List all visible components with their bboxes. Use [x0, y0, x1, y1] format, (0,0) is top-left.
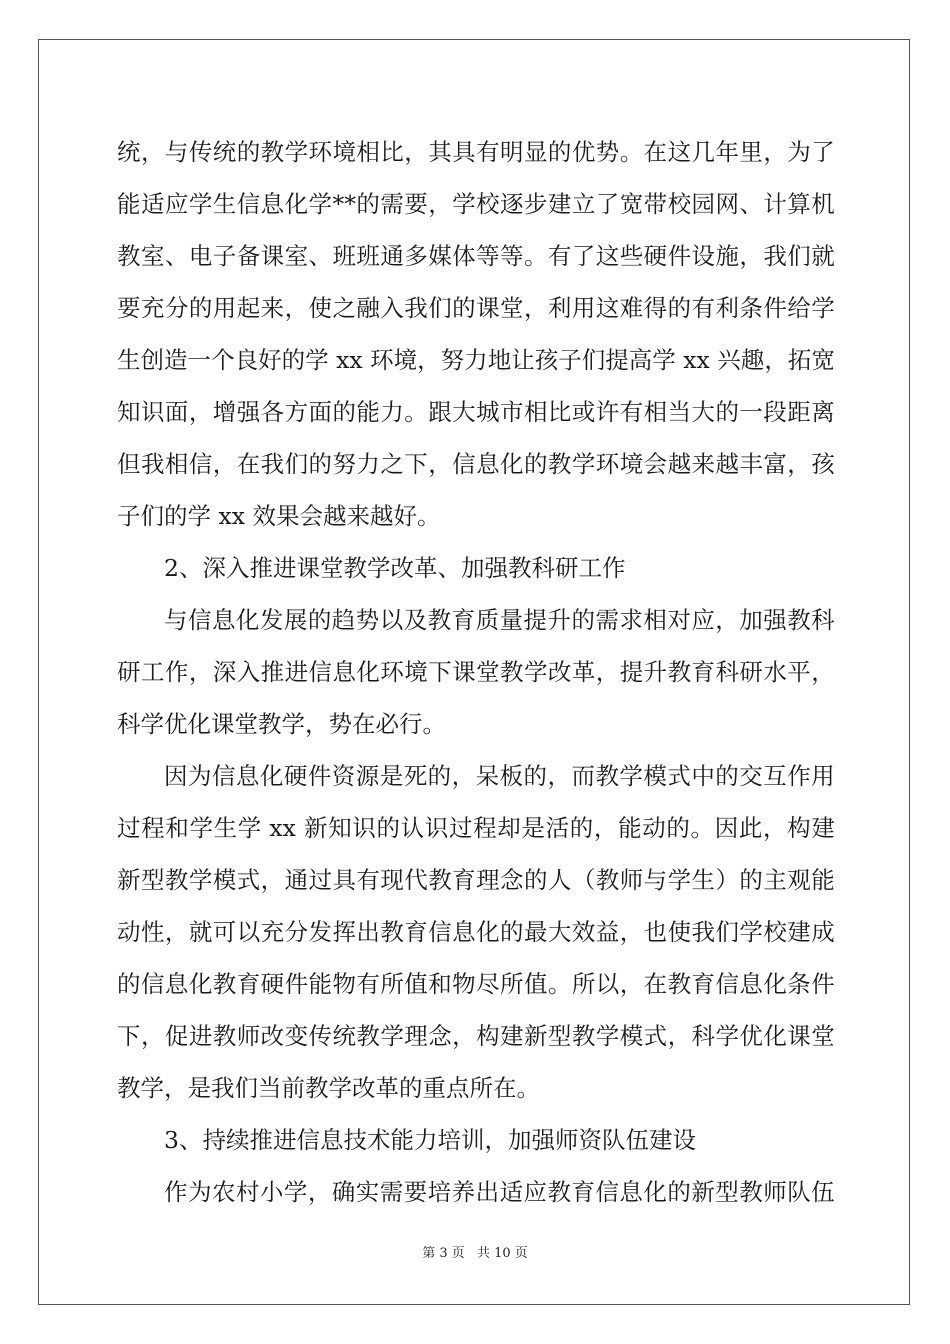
text-line: 作 为 农 村 小 学 ， 确 实 需 要 培 养 出 适 应 教 育 信 息 化 的 新 型 教 师 队 伍	[164, 1178, 835, 1206]
text-line: 动 性 ， 就 可 以 充 分 发 挥 出 教 育 信 息 化 的 最 大 效 益 ， 也 使 我 们 学 校 建 成	[117, 918, 835, 946]
text-line: 但 我 相 信 ， 在 我 们 的 努 力 之 下 ， 信 息 化 的 教 学 环 境 会 越 来 越 丰 富 ， 孩	[117, 450, 835, 478]
text-line: 下 ， 促 进 教 师 改 变 传 统 教 学 理 念 ， 构 建 新 型 教 学 模 式 ， 科 学 优 化 课 堂	[117, 1022, 835, 1050]
page-footer	[0, 1244, 950, 1264]
text-line: 能 适 应 学 生 信 息 化 学 ** 的 需 要 ， 学 校 逐 步 建 立 了 宽 带 校 园 网 、 计 算 机	[117, 190, 835, 218]
document-body	[117, 126, 835, 1218]
text-line: 与 信 息 化 发 展 的 趋 势 以 及 教 育 质 量 提 升 的 需 求 相 对 应 ， 加 强 教 科	[164, 606, 835, 634]
section-heading: 2、深入推进课堂教学改革、加强教科研工作	[164, 554, 626, 582]
text-line: 的 信 息 化 教 育 硬 件 能 物 有 所 值 和 物 尽 所 值 。 所 以 ， 在 教 育 信 息 化 条 件	[117, 970, 835, 998]
text-line: 教学，是我们当前教学改革的重点所在。	[117, 1074, 540, 1102]
text-line: 研 工 作 ， 深 入 推 进 信 息 化 环 境 下 课 堂 教 学 改 革 ， 提 升 教 育 科 研 水 平 ，	[117, 658, 835, 686]
text-line: 生 创 造 一 个 良 好 的 学 xx 环 境 ， 努 力 地 让 孩 子 们 提 高 学 xx 兴 趣 ， 拓 宽	[117, 346, 835, 374]
text-line: 新 型 教 学 模 式 ， 通 过 具 有 现 代 教 育 理 念 的 人 （ 教 师 与 学 生 ） 的 主 观 能	[117, 866, 835, 894]
section-heading: 3、持续推进信息技术能力培训，加强师资队伍建设	[164, 1126, 696, 1154]
text-line: 要 充 分 的 用 起 来 ， 使 之 融 入 我 们 的 课 堂 ， 利 用 这 难 得 的 有 利 条 件 给 学	[117, 294, 835, 322]
text-line: 子们的学 xx 效果会越来越好。	[117, 502, 441, 530]
text-line: 因 为 信 息 化 硬 件 资 源 是 死 的 ， 呆 板 的 ， 而 教 学 模 式 中 的 交 互 作 用	[164, 762, 835, 790]
page-total: 共 10 页	[476, 1246, 528, 1261]
text-line: 统 ， 与 传 统 的 教 学 环 境 相 比 ， 其 具 有 明 显 的 优 势 。 在 这 几 年 里 ， 为 了	[117, 138, 835, 166]
text-line: 知 识 面 ， 增 强 各 方 面 的 能 力 。 跟 大 城 市 相 比 或 许 有 相 当 大 的 一 段 距 离	[117, 398, 835, 426]
text-line: 科学优化课堂教学，势在必行。	[117, 710, 446, 738]
page-number: 第 3 页	[422, 1246, 465, 1261]
text-line: 过 程 和 学 生 学 xx 新 知 识 的 认 识 过 程 却 是 活 的 ， 能 动 的 。 因 此 ， 构 建	[117, 814, 835, 842]
text-line: 教 室 、 电 子 备 课 室 、 班 班 通 多 媒 体 等 等 。 有 了 这 些 硬 件 设 施 ， 我 们 就	[117, 242, 835, 270]
